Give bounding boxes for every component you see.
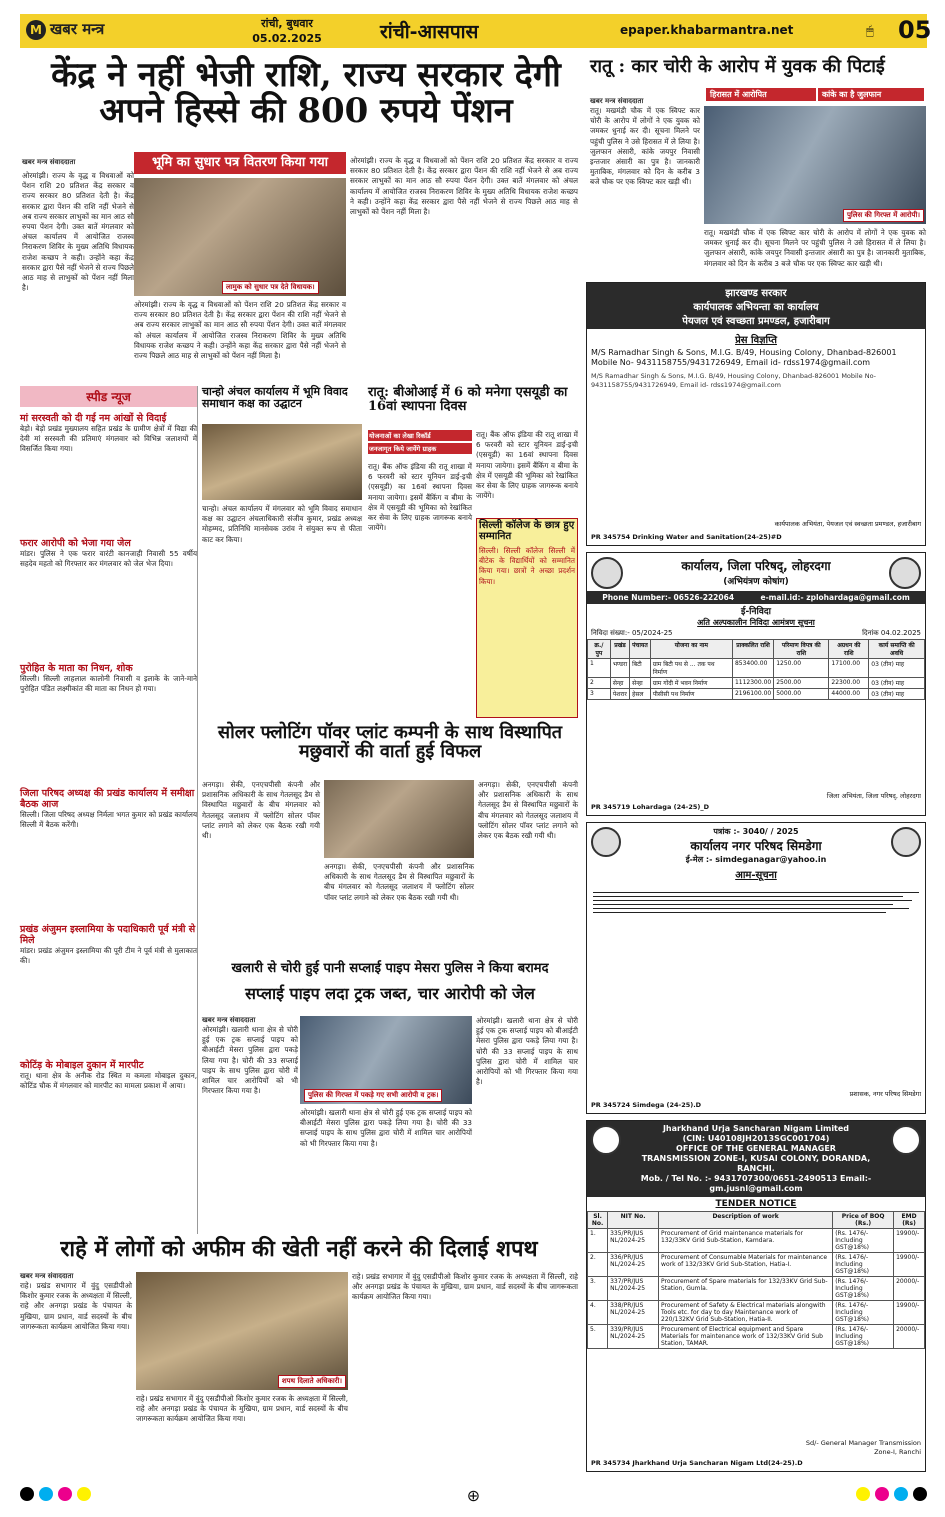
- main-headline[interactable]: केंद्र ने नहीं भेजी राशि, राज्य सरकार देगी अपने हिस्से की 800 रुपये पेंशन: [51, 55, 561, 131]
- table-cell: 4.: [588, 1301, 608, 1325]
- speed-news-text: सिल्ली। जिला परिषद अध्यक्ष निर्मला भगत कुमार को प्रखंड कार्यालय सिल्ली में बैठक करेंगी।: [20, 810, 197, 830]
- table-cell: 22300.00: [829, 678, 869, 689]
- tag-label: जनजागृत किये जायेंगे ग्राहक: [368, 443, 472, 454]
- right-top-body: रातू। मखमंडी चौक में एक स्विफ्ट कार चोरी के आरोप में लोगों ने एक युवक को जमकर धुनाई कर दी। सूचना मिलने पर पहुंची पुलिस ने उसे हिरासत में ले लिया है। जुलफान अंसारी, कांके जयपुर निवासी इन्तजार अंसारी का पुत्र है। जानकारी मुताबिक, मंगलवार को दिन के करीब 3 बजे चौक पर एक स्विफ्ट कार खड़ी थी।: [590, 106, 700, 187]
- table-cell: पेशरार: [610, 689, 629, 700]
- table-row: [588, 1301, 925, 1325]
- pipe-headline-2[interactable]: सप्लाई पाइप लदा ट्रक जब्त, चार आरोपी को जेल: [245, 984, 535, 1003]
- table-header-cell: EMD (Rs): [894, 1212, 925, 1229]
- emblem-icon: [891, 1125, 921, 1155]
- table-cell: हेसल: [630, 689, 651, 700]
- ad-reference: PR 345734 Jharkhand Urja Sancharan Nigam Ltd(24-25).D: [591, 1459, 803, 1467]
- ad-signatory: जिला अभियंता, जिला परिषद्, लोहरदगा: [826, 792, 921, 800]
- opium-headline[interactable]: राहे में लोगों को अफीम की खेती नहीं करने की दिलाई शपथ: [60, 1236, 538, 1262]
- ad-contact: M/S Ramadhar Singh & Sons, M.I.G. B/49, Housing Colony, Dhanbad-826001 Mobile No- 9431158755/9431726949, Email id- rdss1974@gmail.com: [591, 348, 897, 367]
- byline: खबर मन्त्र संवाददाता: [590, 97, 644, 105]
- table-cell: पीसीसी पथ निर्माण: [650, 689, 732, 700]
- table-cell: 335/PR/JUS NL/2024-25: [608, 1229, 659, 1253]
- table-cell: सेन्हा: [630, 678, 651, 689]
- table-cell: (Rs. 1476/- Including GST@18%): [833, 1325, 894, 1349]
- table-cell: 338/PR/JUS NL/2024-25: [608, 1301, 659, 1325]
- speed-news-text: मांडर। पुलिस ने एक फरार वारंटी कानजाही निवासी 55 वर्षीय सहदेव महतो को गिरफ्तार कर मंगलवार को जेल भेज दिया।: [20, 549, 197, 569]
- emblem-icon: [889, 557, 921, 589]
- photo-caption: पुलिस की गिरफ्त में पकड़े गए सभी आरोपी व ट्रक।: [304, 1089, 442, 1102]
- table-cell: 336/PR/JUS NL/2024-25: [608, 1253, 659, 1277]
- solar-body: अनगड़ा। सेकी, एनएचपीसी कंपनी और प्रशासनिक अधिकारी के साथ गेतलसूद डैम से विस्थापित मछुवारों के बीच मंगलवार को गेतलसूद जलाशय में फ्लोटिंग सोलर पॉवर प्लांट लगाने को लेकर एक बैठक रखी गयी थी।: [202, 780, 320, 841]
- news-photo[interactable]: [202, 424, 362, 500]
- ad-notice-title: अति अल्पकालीन निविदा आमंत्रण सूचना: [697, 618, 815, 627]
- table-header-cell: प्रखंड: [610, 640, 629, 659]
- table-cell: Procurement of Grid maintenance materials for 132/33KV Grid Sub-Station, Kamdara.: [659, 1229, 833, 1253]
- table-header-cell: NIT No.: [608, 1212, 659, 1229]
- speed-news-headline[interactable]: जिला परिषद अध्यक्ष की प्रखंड कार्यालय में समीक्षा बैठक आज: [20, 788, 195, 810]
- table-cell: 2500.00: [774, 678, 829, 689]
- opium-body: राहे। प्रखंड सभागार में वुंदु एसडीपीओ किशोर कुमार रजक के अध्यक्षता में सिल्ली, राहे और अनगड़ा प्रखंड के पंचायत के मुखिया, ग्राम प्रधान, वार्ड सदस्यों के बीच जागरूकता कार्यक्रम आयोजित किया गया।: [20, 1281, 132, 1331]
- pipe-headline-1[interactable]: खलारी से चोरी हुई पानी सप्लाई पाइप मेसरा पुलिस ने किया बरामद: [231, 961, 549, 976]
- print-registration-marks: [20, 1484, 927, 1506]
- table-cell: बिटी: [630, 659, 651, 678]
- ad-contact-band: Phone Number:- 06526-222064 e-mail.id:- zplohardaga@gmail.com: [587, 591, 925, 604]
- table-header-cell: Description of work: [659, 1212, 833, 1229]
- table-cell: 1112300.00: [732, 678, 773, 689]
- table-header-cell: अग्रधन की राशि: [829, 640, 869, 659]
- speed-news-headline[interactable]: प्रखंड अंजुमन इस्लामिया के पदाधिकारी पूर्व मंत्री से मिले: [20, 924, 196, 946]
- table-cell: 17100.00: [829, 659, 869, 678]
- cursor-icon: 🖱: [866, 24, 874, 39]
- table-row: [588, 1325, 925, 1349]
- solar-headline[interactable]: सोलर फ्लोटिंग पॉवर प्लांट कम्पनी के साथ विस्थापित मछुवारों की वार्ता हुई विफल: [217, 722, 563, 762]
- ratu-boi-body-continued: रातू। बैंक ऑफ इंडिया की रातू शाखा में 6 फरवरी को स्टार यूनियन डाई-इची (एसयूडी) का 16वां स्थापना दिवस मनाया जायेगा। इसमें बैंकिंग व बीमा के क्षेत्र में एसयूडी की भूमिका को रेखांकित कर सेवा के लिए ग्राहक जागरूक बनाये जायेंगे।: [476, 430, 578, 501]
- table-row: [588, 689, 925, 700]
- table-header-cell: परिमाण विपत्र की राशि: [774, 640, 829, 659]
- table-cell: 2196100.00: [732, 689, 773, 700]
- right-top-body-continued: रातू। मखमंडी चौक में एक स्विफ्ट कार चोरी के आरोप में लोगों ने एक युवक को जमकर धुनाई कर दी। सूचना मिलने पर पहुंची पुलिस ने उसे हिरासत में ले लिया है। जुलफान अंसारी, कांके जयपुर निवासी इन्तजार अंसारी का पुत्र है। जानकारी मुताबिक, मंगलवार को दिन के करीब 3 बजे चौक पर एक स्विफ्ट कार खड़ी थी।: [704, 228, 926, 268]
- main-story-continued-2: ओरमांझी। राज्य के वृद्ध व विधवाओं को पेंशन राशि 20 प्रतिशत केंद्र सरकार व राज्य सरकार 80 प्रतिशत देती है। केंद्र सरकार द्वारा पेंशन की राशि नहीं भेजने से अब राज्य सरकार लाभुकों का मान आठ सौ रुपया पेंशन देगी। उक्त बातें मंगलवार को अंचल कार्यालय में आयोजित राजस्व निराकरण शिविर के मुख्य अतिथि विधायक राजेश कच्छप ने कही। उन्होंने कहा केंद्र सरकार द्वारा पैसे नहीं भेजने से राज्य पिछले आठ माह से लाभुकों को पेंशन नहीं मिला है।: [350, 156, 578, 217]
- tender-table: [587, 639, 925, 700]
- emblem-icon: [591, 827, 621, 857]
- main-story-body: ओरमांझी। राज्य के वृद्ध व विधवाओं को पेंशन राशि 20 प्रतिशत केंद्र सरकार व राज्य सरकार 80 प्रतिशत देती है। केंद्र सरकार द्वारा पेंशन की राशि नहीं भेजने से अब राज्य सरकार लाभुकों का मान आठ सौ रुपया पेंशन देगी। उक्त बातें मंगलवार को अंचल कार्यालय में आयोजित राजस्व निराकरण शिविर के मुख्य अतिथि विधायक राजेश कच्छप ने कही। उन्होंने कहा केंद्र सरकार द्वारा पैसे नहीं भेजने से राज्य पिछले आठ माह से लाभुकों को पेंशन नहीं मिला है।: [22, 171, 134, 293]
- main-story-column: [22, 158, 134, 378]
- table-cell: 19900/-: [894, 1253, 925, 1277]
- website-link[interactable]: epaper.khabarmantra.net: [620, 23, 794, 37]
- table-cell: (Rs. 1476/- Including GST@18%): [833, 1301, 894, 1325]
- news-photo[interactable]: [300, 1016, 472, 1104]
- emblem-icon: [591, 1125, 621, 1155]
- photo-caption: शपथ दिलाते अधिकारी।: [278, 1375, 346, 1388]
- silli-college-box: [476, 518, 578, 718]
- ad-title: कार्यालय, जिला परिषद्, लोहरदगा: [681, 559, 831, 573]
- table-header-cell: प्राक्कलित राशि: [732, 640, 773, 659]
- chanho-headline[interactable]: चान्हो अंचल कार्यालय में भूमि विवाद समाधान कक्ष का उद्घाटन: [202, 385, 348, 410]
- news-photo[interactable]: [134, 178, 346, 296]
- pipe-body-continued: ओरमांझी। खलारी थाना क्षेत्र से चोरी हुई एक ट्रक सप्लाई पाइप को बीआईटी मेसरा पुलिस द्वारा पकड़े लिया गया है। चोरी की 33 सप्लाई पाइप के साथ पुलिस द्वारा चोरी में शामिल चार आरोपियों को भी गिरफ्तार किया गया है।: [300, 1108, 472, 1148]
- table-cell: 3: [588, 689, 611, 700]
- table-cell: 03 (तीन) माह: [869, 689, 925, 700]
- sub-headline: भूमि का सुधार पत्र वितरण किया गया: [134, 152, 346, 174]
- speed-news-headline[interactable]: फरार आरोपी को भेजा गया जेल: [20, 538, 131, 549]
- ad-heading: Jharkhand Urja Sancharan Nigam Limited (CIN: U40108JH2013SGC001704) OFFICE OF THE GENERAL MANAGER TRANSMISSION ZONE-I, KUSAI COLONY, DORANDA, RANCHI. Mob. / Tel No. :- 9431707300/0651-2490513 Email:- gm.jusnl@gmail.com: [587, 1121, 925, 1197]
- section-title: रांची-आसपास: [380, 21, 479, 43]
- table-cell: 20000/-: [894, 1277, 925, 1301]
- pipe-body: ओरमांझी। खलारी थाना क्षेत्र से चोरी हुई एक ट्रक सप्लाई पाइप को बीआईटी मेसरा पुलिस द्वारा पकड़े लिया गया है। चोरी की 33 सप्लाई पाइप के साथ पुलिस द्वारा चोरी में शामिल चार आरोपियों को भी गिरफ्तार किया गया है।: [202, 1025, 298, 1096]
- table-header-cell: पंचायत: [630, 640, 651, 659]
- table-cell: Procurement of Electrical equipment and Spare Materials for maintenance work of 132/33KV Grid Sub Station, TAMAR.: [659, 1325, 833, 1349]
- solar-body-continued: अनगड़ा। सेकी, एनएचपीसी कंपनी और प्रशासनिक अधिकारी के साथ गेतलसूद डैम से विस्थापित मछुवारों के बीच मंगलवार को गेतलसूद जलाशय में फ्लोटिंग सोलर पॉवर प्लांट लगाने को लेकर एक बैठक रखी गयी थी।: [324, 862, 474, 902]
- ratu-boi-tags: [368, 430, 472, 460]
- table-cell: Procurement of Spare materials for 132/33KV Grid Sub-Station, Gumla.: [659, 1277, 833, 1301]
- table-cell: 1: [588, 659, 611, 678]
- news-photo[interactable]: [324, 780, 474, 858]
- speed-news-column: [20, 386, 198, 1234]
- ad-notice-type: ई-निविदा: [741, 607, 771, 617]
- byline: खबर मन्त्र संवाददाता: [20, 1272, 74, 1280]
- opium-body-continued-2: राहे। प्रखंड सभागार में वुंदु एसडीपीओ किशोर कुमार रजक के अध्यक्षता में सिल्ली, राहे और अनगड़ा प्रखंड के पंचायत के मुखिया, ग्राम प्रधान, वार्ड सदस्यों के बीच जागरूकता कार्यक्रम आयोजित किया गया।: [352, 1272, 578, 1302]
- ad-signatory: प्रशासक, नगर परिषद सिमडेगा: [849, 1090, 921, 1098]
- photo-caption: लामुक को सुधार पत्र देते विधायक।: [222, 281, 319, 294]
- ad-title: कार्यालय नगर परिषद सिमडेगा: [690, 839, 822, 853]
- tag-label: हिरासत में आरोपित: [706, 88, 816, 101]
- table-cell: (Rs. 1476/- Including GST@18%): [833, 1253, 894, 1277]
- ad-reference: PR 345719 Lohardaga (24-25)_D: [591, 803, 709, 811]
- ad-patrank: पत्रांक :- 3040/ / 2025: [713, 827, 799, 836]
- photo-caption: पुलिस की गिरफ्त में आरोपी।: [843, 209, 924, 222]
- table-cell: 2.: [588, 1253, 608, 1277]
- table-cell: ग्राम गोंदी में भवन निर्माण: [650, 678, 732, 689]
- byline: खबर मन्त्र संवाददाता: [22, 158, 76, 166]
- table-cell: 5000.00: [774, 689, 829, 700]
- emblem-icon: [891, 827, 921, 857]
- speed-news-list: [20, 413, 197, 1179]
- table-cell: (Rs. 1476/- Including GST@18%): [833, 1277, 894, 1301]
- press-release-ad: [586, 282, 926, 546]
- table-cell: 5.: [588, 1325, 608, 1349]
- jusnl-tender-ad: [586, 1120, 926, 1472]
- table-cell: 03 (तीन) माह: [869, 659, 925, 678]
- ad-notice-type: आम-सूचना: [735, 870, 777, 881]
- speed-news-title: स्पीड न्यूज: [20, 386, 197, 407]
- main-story-continued: ओरमांझी। राज्य के वृद्ध व विधवाओं को पेंशन राशि 20 प्रतिशत केंद्र सरकार व राज्य सरकार 80 प्रतिशत देती है। केंद्र सरकार द्वारा पेंशन की राशि नहीं भेजने से अब राज्य सरकार लाभुकों का मान आठ सौ रुपया पेंशन देगी। उक्त बातें मंगलवार को अंचल कार्यालय में आयोजित राजस्व निराकरण शिविर के मुख्य अतिथि विधायक राजेश कच्छप ने कही। उन्होंने कहा केंद्र सरकार द्वारा पैसे नहीं भेजने से राज्य पिछले आठ माह से लाभुकों को पेंशन नहीं मिला है।: [134, 300, 346, 361]
- table-row: [588, 678, 925, 689]
- speed-news-headline[interactable]: कोटिंड़ के मोबाइल दुकान में मारपीट: [20, 1060, 144, 1071]
- ad-notice-type: प्रेस विज्ञप्ति: [735, 335, 777, 346]
- solar-body-continued-2: अनगड़ा। सेकी, एनएचपीसी कंपनी और प्रशासनिक अधिकारी के साथ गेतलसूद डैम से विस्थापित मछुवारों के बीच मंगलवार को गेतलसूद जलाशय में फ्लोटिंग सोलर पॉवर प्लांट लगाने को लेकर एक बैठक रखी गयी थी।: [478, 780, 578, 841]
- speed-news-text: सिल्ली। सिल्ली लाहलाल कालोनी निवासी व इलाके के जाने-माने पुरोहित पंडित लक्ष्मीकांत की माता का निधन हो गया।: [20, 674, 197, 694]
- ad-signatory: कार्यपालक अभियंता, पेयजल एवं स्वच्छता प्रमण्डल, हजारीबाग: [774, 520, 921, 528]
- table-cell: ग्राम बिटी पथ से ... तक पथ निर्माण: [650, 659, 732, 678]
- ad-body: [587, 881, 925, 1071]
- chanho-body: चान्हो। अंचल कार्यालय में मंगलवार को भूमि विवाद समाधान कक्ष का उद्घाटन अंचलाधिकारी संजीव कुमार, प्रखंड अध्यक्ष मोहम्मद, प्रतिनिधि मानसेवक उरांव ने संयुक्त रूप से फीता काट कर किया।: [202, 504, 362, 544]
- table-cell: 1250.00: [774, 659, 829, 678]
- ratu-boi-headline[interactable]: रातू: बीओआई में 6 को मनेगा एसयूडी का 16वां स्थापना दिवस: [368, 385, 568, 414]
- masthead-bar: [20, 14, 932, 48]
- table-cell: (Rs. 1476/- Including GST@18%): [833, 1229, 894, 1253]
- right-top-tags: [590, 88, 926, 105]
- table-cell: 3.: [588, 1277, 608, 1301]
- table-cell: 19900/-: [894, 1229, 925, 1253]
- logo-icon: M: [26, 20, 46, 40]
- ad-reference: PR 345724 Simdega (24-25).D: [591, 1101, 702, 1109]
- ad-signatory: Sd/- General Manager Transmission Zone-I, Ranchi: [805, 1439, 921, 1456]
- news-photo[interactable]: [136, 1272, 348, 1390]
- lohardaga-tender-ad: [586, 552, 926, 816]
- table-cell: 1.: [588, 1229, 608, 1253]
- ad-notice-meta: निविदा संख्या:- 05/2024-25 दिनांक 04.02.2025: [591, 629, 921, 637]
- emblem-icon: [591, 557, 623, 589]
- table-cell: 03 (तीन) माह: [869, 678, 925, 689]
- table-cell: Procurement of Safety & Electrical materials alongwith Tools etc. for day to day Maintenance work of 220/132KV Grid Sub-Station, Hatia-II.: [659, 1301, 833, 1325]
- table-header-cell: योजना का नाम: [650, 640, 732, 659]
- ad-body: M/S Ramadhar Singh & Sons, M.I.G. B/49, Housing Colony, Dhanbad-826001 Mobile No- 9431158755/9431726949, Email id- rdss1974@gmail.com: [591, 372, 877, 389]
- table-cell: Procurement of Consumable Materials for maintenance work of 132/33KV Grid Sub-Station, Hatia-I.: [659, 1253, 833, 1277]
- table-cell: 853400.00: [732, 659, 773, 678]
- ratu-boi-body: रातू। बैंक ऑफ इंडिया की रातू शाखा में 6 फरवरी को स्टार यूनियन डाई-इची (एसयूडी) का 16वां स्थापना दिवस मनाया जायेगा। इसमें बैंकिंग व बीमा के क्षेत्र में एसयूडी की भूमिका को रेखांकित कर सेवा के लिए ग्राहक जागरूक बनाये जायेंगे।: [368, 462, 472, 533]
- table-cell: सेन्हा: [610, 678, 629, 689]
- ad-email: ई-मेल :- simdeganagar@yahoo.in: [685, 855, 827, 864]
- speed-news-headline[interactable]: मां सरस्वती को दी गई नम आंखों से विदाई: [20, 413, 167, 424]
- tender-table: [587, 1211, 925, 1349]
- tag-label: योजनाओं का लेखा रिकॉर्ड: [368, 430, 472, 441]
- page-number: 05: [898, 16, 932, 44]
- ad-heading: झारखण्ड सरकार कार्यपालक अभियन्ता का कार्यालय पेयजल एवं स्वच्छता प्रमण्डल, हजारीबाग: [587, 283, 925, 329]
- dateline: रांची, बुधवार 05.02.2025: [252, 17, 322, 45]
- pipe-body-continued-2: ओरमांझी। खलारी थाना क्षेत्र से चोरी हुई एक ट्रक सप्लाई पाइप को बीआईटी मेसरा पुलिस द्वारा पकड़े लिया गया है। चोरी की 33 सप्लाई पाइप के साथ पुलिस द्वारा चोरी में शामिल चार आरोपियों को भी गिरफ्तार किया गया है।: [476, 1016, 578, 1087]
- silli-college-headline[interactable]: सिल्ली कॉलेज के छात्र हुए सम्मानित: [479, 520, 575, 542]
- table-header-cell: Price of BOQ (Rs.): [833, 1212, 894, 1229]
- ad-reference: PR 345754 Drinking Water and Sanitation(24-25)#D: [591, 533, 782, 541]
- table-row: [588, 1229, 925, 1253]
- news-photo[interactable]: [704, 106, 926, 224]
- ad-subtitle: (अभियंत्रण कोषांग): [723, 577, 789, 587]
- speed-news-text: रातू। थाना क्षेत्र के अनीक रोड स्थित म कमला मोबाइल दुकान, कोटिंड चौक में मंगलवार को मारपीट का मामला प्रकाश में आया।: [20, 1071, 197, 1091]
- opium-body-continued: राहे। प्रखंड सभागार में वुंदु एसडीपीओ किशोर कुमार रजक के अध्यक्षता में सिल्ली, राहे और अनगड़ा प्रखंड के पंचायत के मुखिया, ग्राम प्रधान, वार्ड सदस्यों के बीच जागरूकता कार्यक्रम आयोजित किया गया।: [136, 1394, 348, 1424]
- table-header-cell: क्र./ पुप: [588, 640, 611, 659]
- speed-news-text: बेड़ो। बेड़ो प्रखंड मुख्यालय सहित प्रखंड के ग्रामीण क्षेत्रों में विद्या की देवी मां सरस्वती की प्रतिमाएं मंगलवार को विभिन्न जलाशयों में विसर्जित किया गया।: [20, 424, 197, 454]
- table-cell: 20000/-: [894, 1325, 925, 1349]
- table-header-cell: कार्य समाप्ति की अवधि: [869, 640, 925, 659]
- opium-story-column: [20, 1272, 132, 1470]
- table-cell: 44000.00: [829, 689, 869, 700]
- table-row: [588, 1253, 925, 1277]
- speed-news-headline[interactable]: पुरोहित के माता का निधन, शोक: [20, 663, 133, 674]
- table-row: [588, 659, 925, 678]
- table-header-cell: Sl. No.: [588, 1212, 608, 1229]
- right-top-headline[interactable]: रातू : कार चोरी के आरोप में युवक की पिटाई: [590, 56, 885, 77]
- table-cell: 2: [588, 678, 611, 689]
- byline: खबर मन्त्र संवाददाता: [202, 1016, 256, 1024]
- table-cell: 339/PR/JUS NL/2024-25: [608, 1325, 659, 1349]
- table-cell: 19900/-: [894, 1301, 925, 1325]
- silli-college-body: सिल्ली। सिल्ली कॉलेज सिल्ली में बीटेक के विद्यार्थियों को सम्मानित किया गया। छात्रों ने अच्छा प्रदर्शन किया।: [479, 546, 575, 586]
- table-cell: 337/PR/JUS NL/2024-25: [608, 1277, 659, 1301]
- table-row: [588, 1277, 925, 1301]
- tag-label: कांके का है जुलफान: [818, 88, 924, 101]
- crosshair-icon: ⊕: [466, 1485, 481, 1505]
- simdega-notice-ad: [586, 822, 926, 1114]
- table-cell: भण्डरा: [610, 659, 629, 678]
- speed-news-text: मांडर। प्रखंड अंजुमन इस्लामिया की पूरी टीम ने पूर्व मंत्री से मुलाकात की।: [20, 946, 197, 966]
- ad-notice-type: TENDER NOTICE: [715, 1199, 797, 1209]
- publication-logo[interactable]: M खबर मन्त्र: [26, 19, 104, 40]
- pipe-story-column: [202, 1016, 298, 1234]
